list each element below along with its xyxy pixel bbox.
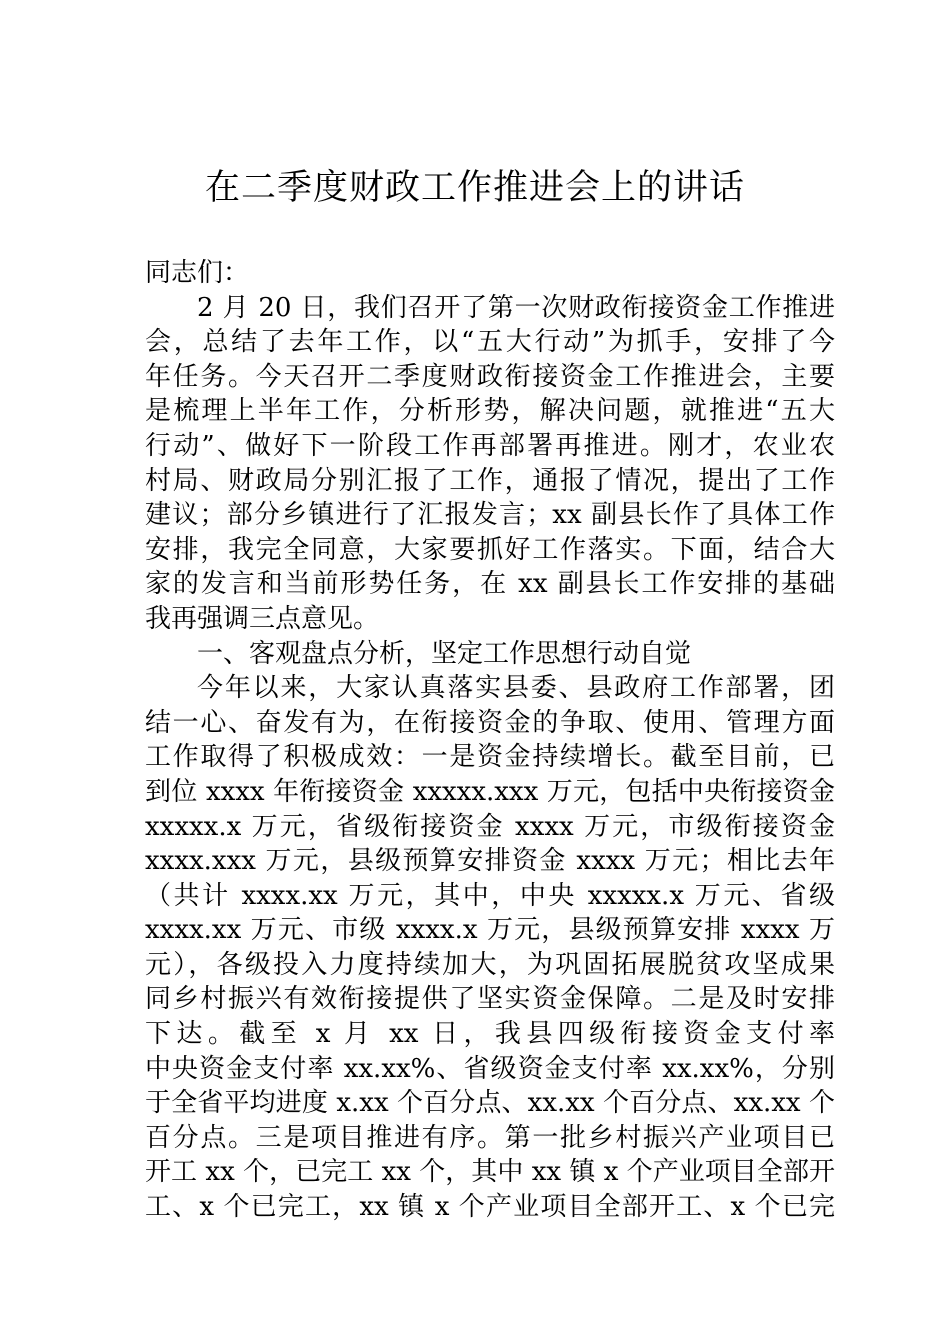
paragraph-line: 家的发言和当前形势任务，在 xx 副县长工作安排的基础	[145, 569, 835, 600]
paragraph-line: xxxx.xxx 万元，县级预算安排资金 xxxx 万元；相比去年	[145, 846, 835, 877]
paragraph-line: 元），各级投入力度持续加大，为巩固拓展脱贫攻坚成果	[145, 949, 835, 980]
paragraph-line: 村局、财政局分别汇报了工作，通报了情况，提出了工作	[145, 465, 835, 496]
paragraph-line: xxxx.xx 万元、市级 xxxx.x 万元，县级预算安排 xxxx 万	[145, 915, 835, 946]
paragraph-line: 年任务。今天召开二季度财政衔接资金工作推进会，主要	[145, 361, 835, 392]
paragraph-line: 同乡村振兴有效衔接提供了坚实资金保障。二是及时安排	[145, 984, 835, 1015]
paragraph-line: 安排，我完全同意，大家要抓好工作落实。下面，结合大	[145, 534, 835, 565]
paragraph-line: 中央资金支付率 xx.xx%、省级资金支付率 xx.xx%，分别	[145, 1053, 835, 1084]
document-body	[145, 256, 835, 1225]
paragraph-line: 会，总结了去年工作，以“五大行动”为抓手，安排了今	[145, 327, 835, 358]
paragraph-line: 建议；部分乡镇进行了汇报发言；xx 副县长作了具体工作	[145, 500, 835, 531]
paragraph-line: 今年以来，大家认真落实县委、县政府工作部署，团	[197, 673, 835, 704]
section-heading: 一、客观盘点分析，坚定工作思想行动自觉	[197, 638, 692, 669]
salutation: 同志们：	[145, 258, 250, 288]
paragraph-line: 开工 xx 个，已完工 xx 个，其中 xx 镇 x 个产业项目全部开	[145, 1157, 835, 1188]
document-title: 在二季度财政工作推进会上的讲话	[204, 168, 745, 208]
paragraph-line: 到位 xxxx 年衔接资金 xxxxx.xxx 万元，包括中央衔接资金	[145, 776, 835, 807]
paragraph-line: 工、x 个已完工，xx 镇 x 个产业项目全部开工、x 个已完	[145, 1192, 835, 1223]
paragraph-line: 行动”、做好下一阶段工作再部署再推进。刚才，农业农	[145, 430, 835, 461]
paragraph-line: 2 月 20 日，我们召开了第一次财政衔接资金工作推进	[197, 292, 835, 323]
paragraph-line: 我再强调三点意见。	[145, 603, 380, 634]
paragraph-line: 于全省平均进度 x.xx 个百分点、xx.xx 个百分点、xx.xx 个	[145, 1088, 835, 1119]
paragraph-line: （共计 xxxx.xx 万元，其中，中央 xxxxx.x 万元、省级	[145, 880, 835, 911]
paragraph-line: 结一心、奋发有为，在衔接资金的争取、使用、管理方面	[145, 707, 835, 738]
paragraph-line: xxxxx.x 万元，省级衔接资金 xxxx 万元，市级衔接资金	[145, 811, 835, 842]
paragraph-line: 工作取得了积极成效：一是资金持续增长。截至目前，已	[145, 742, 835, 773]
paragraph-line: 是梳理上半年工作，分析形势，解决问题，就推进“五大	[145, 396, 835, 427]
paragraph-line: 百分点。三是项目推进有序。第一批乡村振兴产业项目已	[145, 1122, 835, 1153]
paragraph-line: 下达。截至 x 月 xx 日，我县四级衔接资金支付率	[145, 1019, 835, 1050]
